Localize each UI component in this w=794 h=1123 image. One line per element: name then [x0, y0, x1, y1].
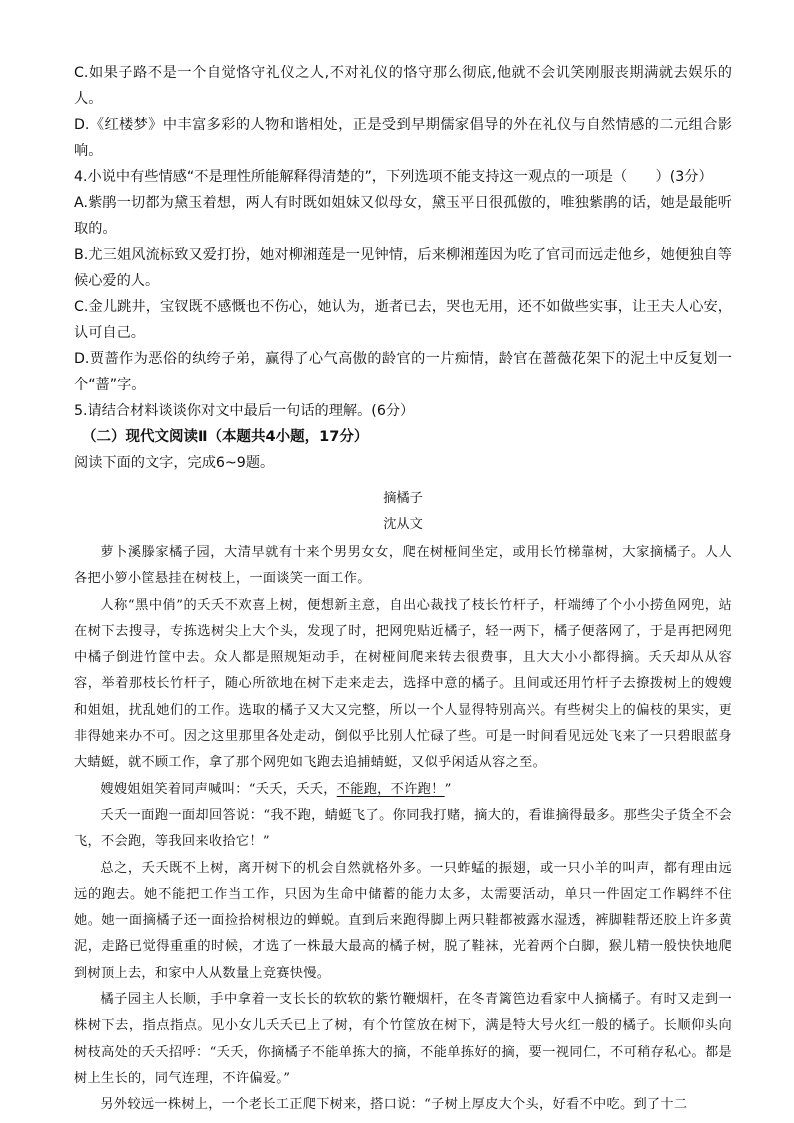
section-heading: （二）现代文阅读Ⅱ（本题共4小题，17分）: [82, 429, 369, 445]
article-title: 摘橘子: [383, 491, 423, 506]
article-paragraph-1: 萝卜溪滕家橘子园，大清早就有十来个男男女女，爬在树桠间坐定，或用长竹梯靠树，大家摘橘子。人人各把小箩小筐悬挂在树枝上，一面谈笑一面工作。: [74, 545, 732, 587]
section-instruction: 阅读下面的文字，完成6~9题。: [74, 455, 275, 471]
question-3-option-d: D.《红楼梦》中丰富多彩的人物和谐相处，正是受到早期儒家倡导的外在礼仪与自然情感的二元组合影响。: [74, 117, 732, 159]
article-paragraph-5: 总之，夭夭既不上树，离开树下的机会自然就格外多。一只蚱蜢的振翅，或一只小羊的叫声，都有理由远远的跑去。她不能把工作当工作，只因为生命中储蓄的能力太多，太需要活动，单只一件固定工作羁绊不住她。她一面摘橘子还一面捡拾树根边的蝉蜕。直到后来跑得脚上两只鞋都被露水湿透，裤脚鞋帮还胶上许多黄泥，走路已觉得重重的时候，才选了一株最大最高的橘子树，脱了鞋袜，光着两个白脚，猴儿精一般快快地爬到树顶上去，和家中人从数量上竞赛快慢。: [74, 860, 732, 981]
question-4-option-d: D.贾蔷作为恶俗的纨绔子弟，赢得了心气高傲的龄官的一片痴情，龄官在蔷薇花架下的泥土中反复划一个“蔷”字。: [74, 351, 732, 393]
paragraph-3-lead: 嫂嫂姐姐笑着同声喊叫：“夭夭，夭夭，: [100, 781, 337, 797]
article-author: 沈从文: [383, 517, 423, 532]
article-paragraph-6: 橘子园主人长顺，手中拿着一支长长的软软的紫竹鞭烟杆，在冬青篱笆边看家中人摘橘子。有时又走到一株树下去，指点指点。见小女儿夭夭已上了树，有个竹筐放在树下，满是特大号火红一般的橘子。长顺仰头向树枝高处的夭夭招呼：“夭夭，你摘橘子不能单拣大的摘，不能单拣好的摘，要一视同仁，不可稍存私心。都是树上生长的，同气连理，不许偏爱。”: [74, 992, 732, 1086]
article-paragraph-7: 另外较远一株树上，一个老长工正爬下树来，搭口说：“子树上厚皮大个头，好看不中吃。到了十二: [100, 1097, 688, 1113]
article-paragraph-2: 人称“黑中俏”的夭夭不欢喜上树，便想新主意，自出心裁找了枝长竹杆子，杆端缚了个小小捞鱼网兜，站在树下去搜寻，专拣选树尖上大个头，发现了时，把网兜贴近橘子，轻一两下，橘子便落网了，于是再把网兜中橘子倒进竹筐中去。众人都是照规矩动手，在树桠间爬来转去很费事，且大大小小都得摘。夭夭却从从容容，举着那枝长竹杆子，随心所欲地在树下走来走去，选择中意的橘子。且间或还用竹杆子去撩拨树上的嫂嫂和姐姐，扰乱她们的工作。选取的橘子又大又完整，所以一个人显得特别高兴。有些树尖上的偏枝的果实，更非得她来办不可。因之这里那里各处走动，倒似乎比别人忙碌了些。可是一时间看见远处飞来了一只碧眼蓝身大蜻蜓，就不顾工作，拿了那个网兜如飞跑去追捕蜻蜓，又似乎闲适从容之至。: [74, 597, 732, 771]
question-3-option-c: C.如果子路不是一个自觉恪守礼仪之人,不对礼仪的恪守那么彻底,他就不会讥笑刚服丧期满就去娱乐的人。: [74, 65, 732, 107]
article-paragraph-4: 夭夭一面跑一面却回答说：“我不跑，蜻蜓飞了。你同我打赌，摘大的，看谁摘得最多。那些尖子货全不会飞，不会跑，等我回来收拾它！”: [74, 807, 732, 850]
article-paragraph-3: [74, 777, 732, 803]
question-5: 5.请结合材料谈谈你对文中最后一句话的理解。(6分）: [74, 403, 415, 419]
question-4-stem: 4.小说中有些情感“不是理性所能解释得清楚的”，下列选项不能支持这一观点的一项是（ ）(3分）: [74, 169, 713, 185]
question-4-option-a: A.紫鹃一切都为黛玉着想，两人有时既如姐妹又似母女，黛玉平日很孤傲的，唯独紫鹃的话，她是最能听取的。: [74, 195, 732, 237]
question-4-option-b: B.尤三姐风流标致又爱打扮，她对柳湘莲是一见钟情，后来柳湘莲因为吃了官司而远走他乡，她便独自等候心爱的人。: [74, 247, 732, 289]
paragraph-3-end: ”: [444, 781, 452, 797]
question-4-option-c: C.金儿跳井，宝钗既不感慨也不伤心，她认为，逝者已去，哭也无用，还不如做些实事，让王夫人心安，认可自己。: [74, 299, 732, 341]
underlined-phrase: 不能跑，不许跑！: [336, 781, 445, 797]
